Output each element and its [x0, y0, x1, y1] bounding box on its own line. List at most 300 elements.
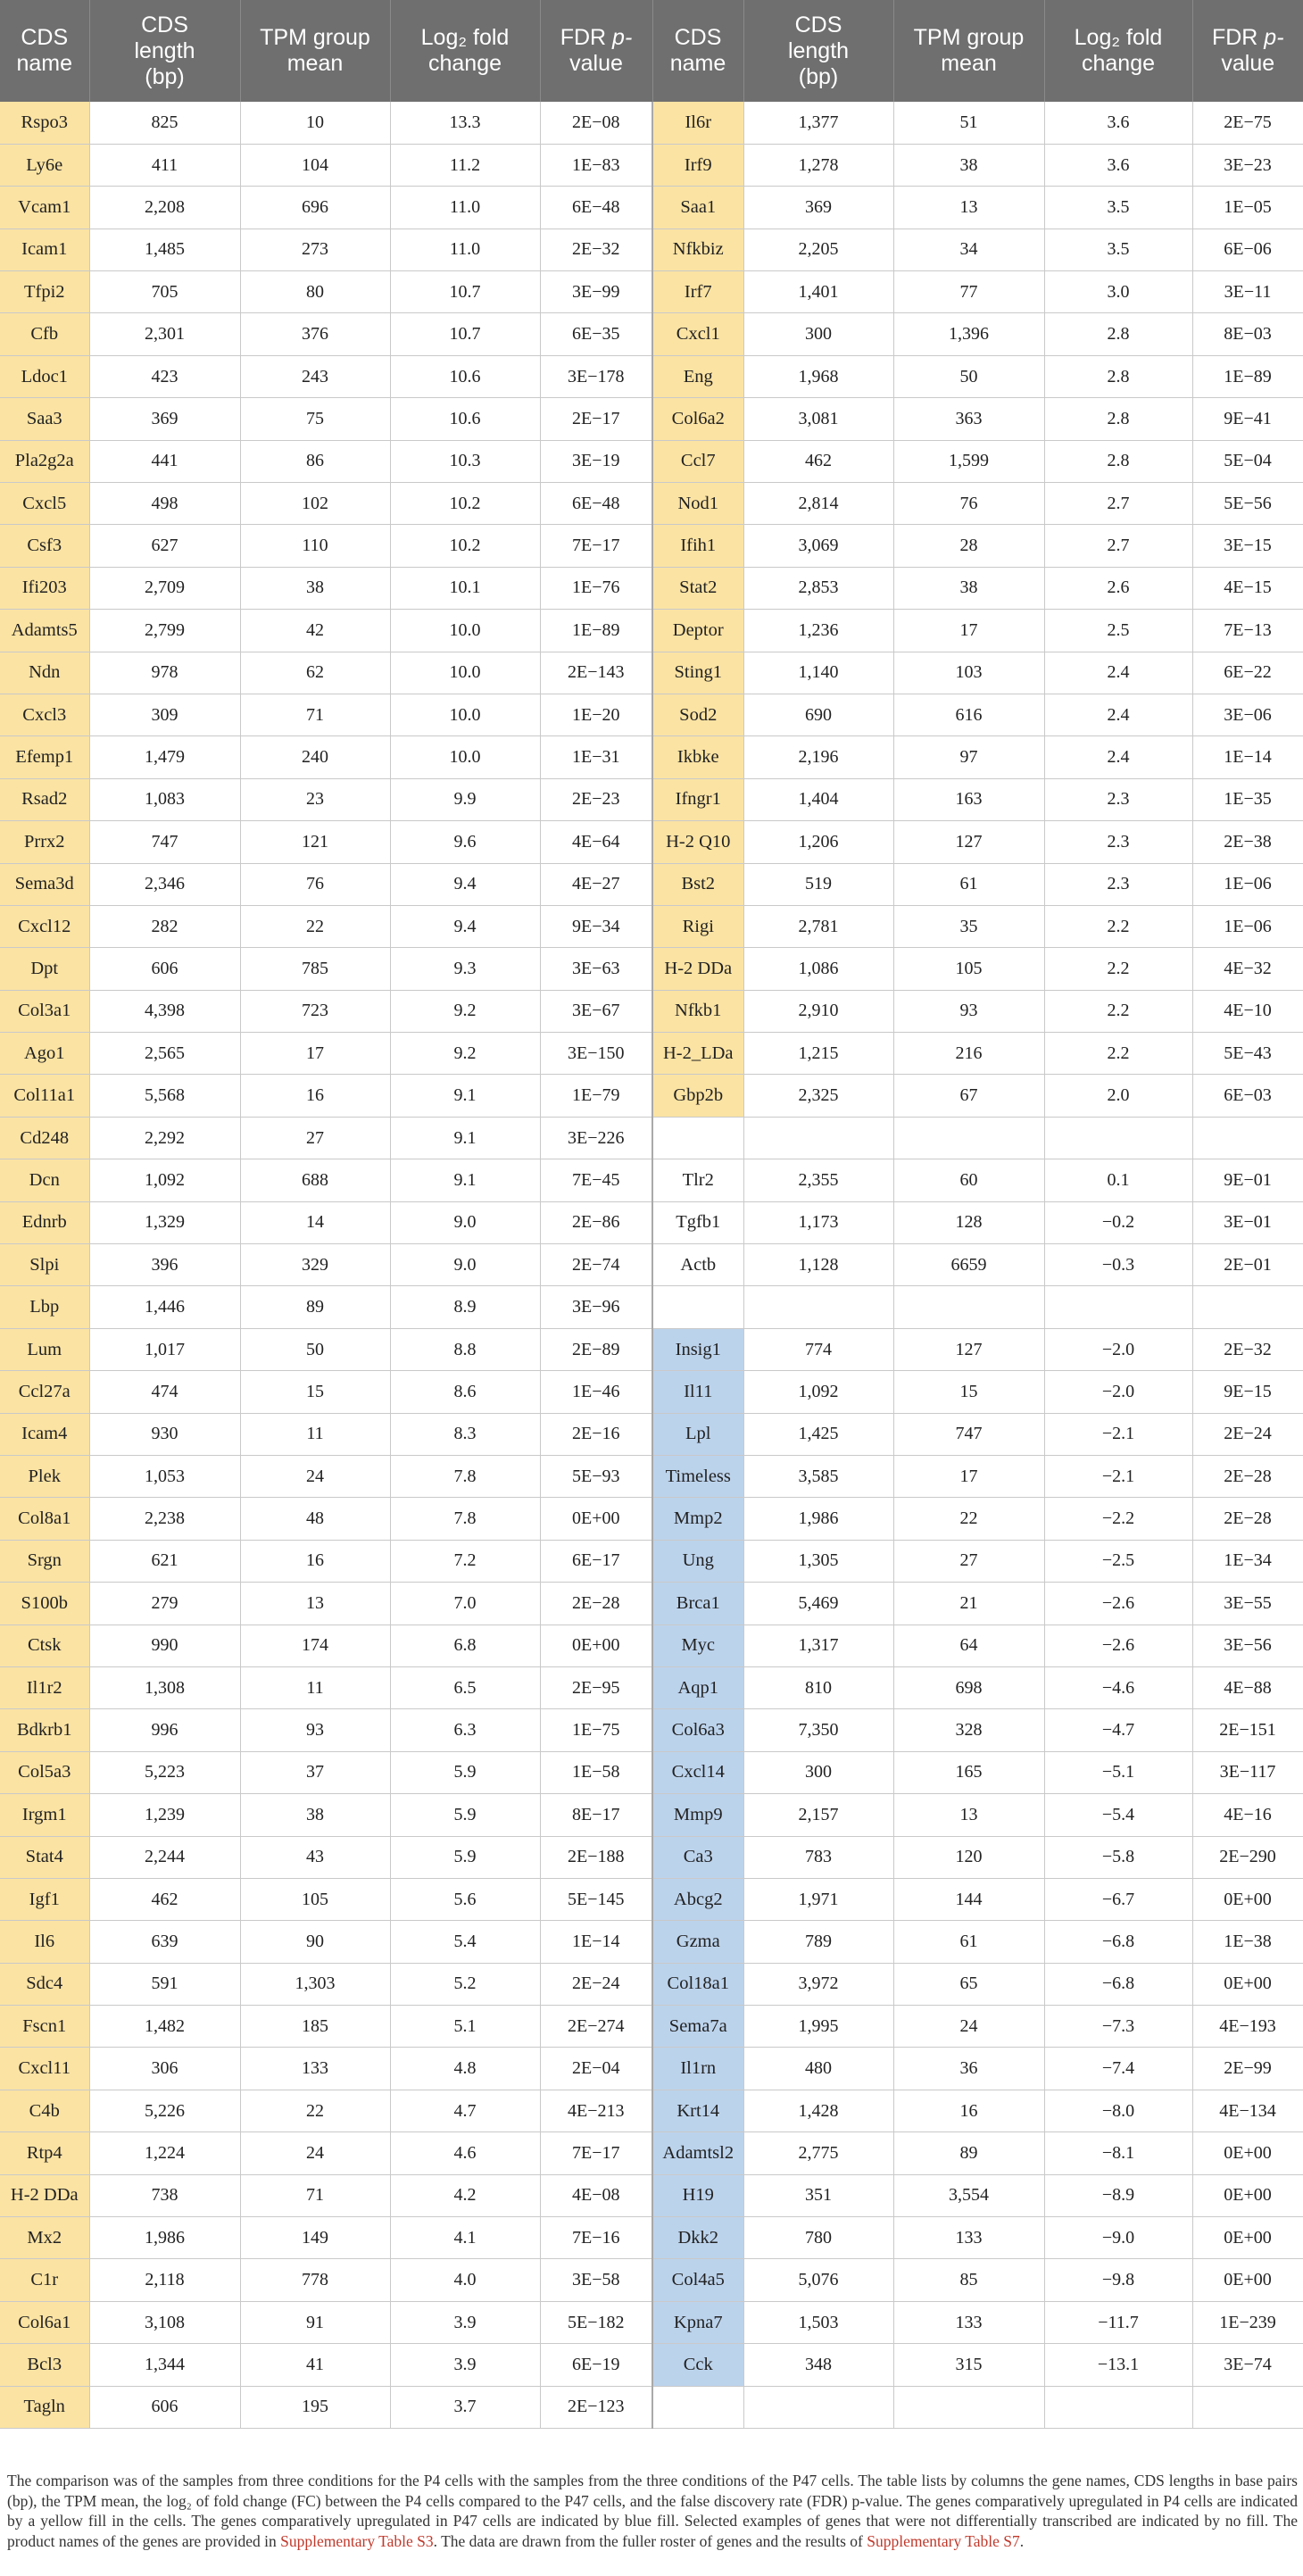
fdr-p-value-cell: 2E−290 [1192, 1836, 1303, 1878]
log2-fold-change-cell: 4.8 [390, 2048, 540, 2090]
tpm-mean-cell: 105 [893, 948, 1044, 990]
gene-name-cell: Ago1 [0, 1033, 89, 1075]
fdr-p-value-cell: 4E−64 [540, 821, 652, 863]
cds-length-cell: 1,128 [743, 1244, 893, 1286]
log2-fold-change-cell: −2.1 [1044, 1456, 1192, 1498]
fdr-p-value-cell: 4E−134 [1192, 2090, 1303, 2131]
log2-fold-change-cell: 10.6 [390, 355, 540, 397]
cds-length-cell: 2,157 [743, 1794, 893, 1836]
fdr-p-value-cell: 1E−14 [540, 1921, 652, 1963]
fdr-p-value-cell: 2E−75 [1192, 102, 1303, 144]
cds-length-cell: 1,425 [743, 1413, 893, 1455]
caption-text-middle: . The data are drawn from the fuller roster of genes and the results of [433, 2531, 867, 2550]
fdr-p-value-cell: 1E−89 [540, 610, 652, 652]
cds-length-cell: 738 [89, 2174, 240, 2216]
gene-name-cell: Col6a1 [0, 2301, 89, 2343]
gene-name-cell: Il6 [0, 1921, 89, 1963]
cds-length-cell: 930 [89, 1413, 240, 1455]
fdr-p-value-cell: 2E−143 [540, 652, 652, 694]
header-line: CDS [794, 12, 842, 37]
gene-name-cell: Mmp2 [652, 1498, 743, 1540]
log2-fold-change-cell: 5.6 [390, 1878, 540, 1920]
log2-fold-change-cell: 8.9 [390, 1286, 540, 1328]
fdr-p-value-cell: 1E−20 [540, 694, 652, 735]
gene-name-cell: Sema3d [0, 863, 89, 905]
fdr-p-value-cell: 6E−48 [540, 483, 652, 525]
fdr-p-value-cell: 4E−213 [540, 2090, 652, 2131]
log2-fold-change-cell: 9.1 [390, 1117, 540, 1159]
tpm-mean-cell: 16 [893, 2090, 1044, 2131]
fdr-p-value-cell: 5E−04 [1192, 440, 1303, 482]
gene-name-cell: Bdkrb1 [0, 1709, 89, 1751]
cds-length-cell: 2,346 [89, 863, 240, 905]
log2-fold-change-cell: 4.6 [390, 2132, 540, 2174]
cds-length-cell: 783 [743, 1836, 893, 1878]
fdr-p-value-cell: 4E−10 [1192, 990, 1303, 1032]
fdr-p-value-cell: 3E−63 [540, 948, 652, 990]
log2-fold-change-cell: −6.7 [1044, 1878, 1192, 1920]
fdr-p-value-cell: 2E−123 [540, 2386, 652, 2428]
tpm-mean-cell: 38 [240, 567, 390, 609]
tpm-mean-cell: 315 [893, 2344, 1044, 2386]
tpm-mean-cell: 376 [240, 313, 390, 355]
gene-name-cell: Slpi [0, 1244, 89, 1286]
cds-length-cell: 1,206 [743, 821, 893, 863]
log2-fold-change-cell: 2.7 [1044, 525, 1192, 567]
fdr-p-value-cell: 4E−32 [1192, 948, 1303, 990]
gene-name-cell: Mx2 [0, 2217, 89, 2259]
fdr-p-value-cell: 1E−58 [540, 1751, 652, 1793]
table-row [0, 778, 1303, 820]
table-row [0, 610, 1303, 652]
cds-length-cell: 1,986 [743, 1498, 893, 1540]
fdr-p-value-cell: 9E−15 [1192, 1371, 1303, 1413]
cds-length-cell: 2,709 [89, 567, 240, 609]
fdr-p-value-cell: 1E−06 [1192, 905, 1303, 947]
gene-name-cell: Gbp2b [652, 1075, 743, 1117]
tpm-mean-cell: 185 [240, 2006, 390, 2048]
tpm-mean-cell: 77 [893, 271, 1044, 313]
log2-fold-change-cell: 3.5 [1044, 187, 1192, 229]
log2-fold-change-cell: −6.8 [1044, 1921, 1192, 1963]
gene-name-cell: Irgm1 [0, 1794, 89, 1836]
gene-name-cell [652, 2386, 743, 2428]
tpm-mean-cell: 778 [240, 2259, 390, 2301]
tpm-mean-cell: 91 [240, 2301, 390, 2343]
fdr-p-value-cell: 2E−28 [1192, 1498, 1303, 1540]
log2-fold-change-cell: 8.8 [390, 1328, 540, 1370]
cds-length-cell: 1,308 [89, 1666, 240, 1708]
fdr-p-value-cell: 5E−93 [540, 1456, 652, 1498]
gene-name-cell: Ndn [0, 652, 89, 694]
gene-name-cell: Gzma [652, 1921, 743, 1963]
fdr-p-value-cell: 2E−32 [1192, 1328, 1303, 1370]
tpm-mean-cell: 163 [893, 778, 1044, 820]
fdr-p-value-cell: 2E−28 [1192, 1456, 1303, 1498]
fdr-p-value-cell: 4E−16 [1192, 1794, 1303, 1836]
tpm-mean-cell: 50 [893, 355, 1044, 397]
gene-name-cell: Rtp4 [0, 2132, 89, 2174]
cds-length-cell: 369 [743, 187, 893, 229]
cds-length-cell: 2,301 [89, 313, 240, 355]
gene-name-cell: Nfkb1 [652, 990, 743, 1032]
table-row [0, 144, 1303, 186]
tpm-mean-cell: 240 [240, 736, 390, 778]
gene-name-cell: Bst2 [652, 863, 743, 905]
cds-length-cell: 621 [89, 1540, 240, 1582]
table-row [0, 905, 1303, 947]
fdr-p-value-cell: 5E−43 [1192, 1033, 1303, 1075]
fdr-p-value-cell: 3E−99 [540, 271, 652, 313]
gene-name-cell: Srgn [0, 1540, 89, 1582]
gene-name-cell: Rigi [652, 905, 743, 947]
gene-name-cell: Pla2g2a [0, 440, 89, 482]
cds-length-cell: 300 [743, 1751, 893, 1793]
gene-name-cell: Myc [652, 1625, 743, 1666]
fdr-p-value-cell: 6E−03 [1192, 1075, 1303, 1117]
table-row [0, 313, 1303, 355]
tpm-mean-cell: 24 [240, 2132, 390, 2174]
cds-length-cell [743, 1117, 893, 1159]
tpm-mean-cell: 62 [240, 652, 390, 694]
log2-fold-change-cell: 10.0 [390, 736, 540, 778]
gene-name-cell: Lpl [652, 1413, 743, 1455]
gene-name-cell: Ung [652, 1540, 743, 1582]
cds-length-cell: 2,565 [89, 1033, 240, 1075]
cds-length-cell: 369 [89, 398, 240, 440]
fdr-p-value-cell: 2E−01 [1192, 1244, 1303, 1286]
fdr-p-value-cell: 2E−04 [540, 2048, 652, 2090]
table-row [0, 1201, 1303, 1243]
tpm-mean-cell: 42 [240, 610, 390, 652]
tpm-mean-cell: 696 [240, 187, 390, 229]
gene-name-cell: Cfb [0, 313, 89, 355]
log2-fold-change-cell: 2.7 [1044, 483, 1192, 525]
log2-fold-change-cell: 2.4 [1044, 652, 1192, 694]
header-line: change [1081, 51, 1156, 76]
tpm-mean-cell: 121 [240, 821, 390, 863]
header-fdr-p-value-right [1192, 0, 1303, 102]
fdr-p-value-cell: 1E−31 [540, 736, 652, 778]
cds-length-cell: 5,226 [89, 2090, 240, 2131]
log2-fold-change-cell: 0.1 [1044, 1159, 1192, 1201]
table-row [0, 187, 1303, 229]
log2-fold-change-cell: 9.4 [390, 905, 540, 947]
tpm-mean-cell [893, 2386, 1044, 2428]
tpm-mean-cell: 28 [893, 525, 1044, 567]
table-row [0, 355, 1303, 397]
log2-fold-change-cell: 5.9 [390, 1794, 540, 1836]
log2-fold-change-cell: 7.8 [390, 1456, 540, 1498]
gene-name-cell: Timeless [652, 1456, 743, 1498]
gene-name-cell: Plek [0, 1456, 89, 1498]
tpm-mean-cell: 41 [240, 2344, 390, 2386]
tpm-mean-cell: 38 [893, 567, 1044, 609]
fdr-p-value-cell: 4E−88 [1192, 1666, 1303, 1708]
fdr-p-value-cell: 1E−35 [1192, 778, 1303, 820]
fdr-p-value-cell: 1E−83 [540, 144, 652, 186]
table-row [0, 2174, 1303, 2216]
cds-length-cell: 1,092 [89, 1159, 240, 1201]
header-cds-length-left [89, 0, 240, 102]
cds-length-cell: 2,325 [743, 1075, 893, 1117]
cds-length-cell: 1,428 [743, 2090, 893, 2131]
gene-name-cell: Ifi203 [0, 567, 89, 609]
tpm-mean-cell: 698 [893, 1666, 1044, 1708]
log2-fold-change-cell: −8.1 [1044, 2132, 1192, 2174]
table-row [0, 1751, 1303, 1793]
header-line: CDS [141, 12, 188, 37]
cds-length-cell: 1,482 [89, 2006, 240, 2048]
tpm-mean-cell: 61 [893, 1921, 1044, 1963]
fdr-p-value-cell: 2E−74 [540, 1244, 652, 1286]
log2-fold-change-cell: −5.8 [1044, 1836, 1192, 1878]
cds-length-cell: 306 [89, 2048, 240, 2090]
cds-length-cell: 519 [743, 863, 893, 905]
header-line: (bp) [798, 63, 839, 89]
log2-fold-change-cell: 2.2 [1044, 990, 1192, 1032]
cds-length-cell: 2,196 [743, 736, 893, 778]
fdr-p-value-cell: 3E−67 [540, 990, 652, 1032]
log2-fold-change-cell: 2.0 [1044, 1075, 1192, 1117]
log2-fold-change-cell: 9.3 [390, 948, 540, 990]
gene-name-cell: Lum [0, 1328, 89, 1370]
fdr-p-value-cell: 1E−34 [1192, 1540, 1303, 1582]
gene-name-cell: Tagln [0, 2386, 89, 2428]
fdr-p-value-cell: 9E−41 [1192, 398, 1303, 440]
log2-fold-change-cell: 4.1 [390, 2217, 540, 2259]
gene-name-cell: C1r [0, 2259, 89, 2301]
fdr-p-value-cell: 1E−239 [1192, 2301, 1303, 2343]
cds-length-cell: 441 [89, 440, 240, 482]
gene-name-cell: Csf3 [0, 525, 89, 567]
cds-length-cell: 348 [743, 2344, 893, 2386]
cds-length-cell: 1,971 [743, 1878, 893, 1920]
cds-length-cell: 1,092 [743, 1371, 893, 1413]
tpm-mean-cell: 127 [893, 821, 1044, 863]
log2-fold-change-cell: 3.7 [390, 2386, 540, 2428]
log2-fold-change-cell: 9.1 [390, 1075, 540, 1117]
gene-name-cell: Cxcl3 [0, 694, 89, 735]
gene-name-cell: Cxcl12 [0, 905, 89, 947]
fdr-p-value-cell: 4E−15 [1192, 567, 1303, 609]
fdr-p-value-cell: 1E−75 [540, 1709, 652, 1751]
table-row [0, 1921, 1303, 1963]
gene-name-cell: Cxcl1 [652, 313, 743, 355]
gene-name-cell: Vcam1 [0, 187, 89, 229]
log2-fold-change-cell: 9.6 [390, 821, 540, 863]
table-row [0, 525, 1303, 567]
fdr-p-value-cell [1192, 2386, 1303, 2428]
tpm-mean-cell [893, 1286, 1044, 1328]
log2-fold-change-cell: 2.4 [1044, 736, 1192, 778]
cds-length-cell: 1,053 [89, 1456, 240, 1498]
tpm-mean-cell: 34 [893, 229, 1044, 270]
header-line: TPM group [913, 25, 1025, 50]
table-caption [7, 2471, 1298, 2551]
log2-fold-change-cell: 3.9 [390, 2344, 540, 2386]
fdr-p-value-cell: 2E−188 [540, 1836, 652, 1878]
cds-length-cell: 7,350 [743, 1709, 893, 1751]
cds-length-cell: 2,208 [89, 187, 240, 229]
fdr-p-value-cell: 2E−08 [540, 102, 652, 144]
table-row [0, 736, 1303, 778]
gene-name-cell: Ccl7 [652, 440, 743, 482]
table-row [0, 2132, 1303, 2174]
cds-length-cell: 1,236 [743, 610, 893, 652]
table-row [0, 1328, 1303, 1370]
fdr-p-value-cell: 3E−11 [1192, 271, 1303, 313]
gene-name-cell: Actb [652, 1244, 743, 1286]
fdr-p-value-cell: 2E−99 [1192, 2048, 1303, 2090]
table-row [0, 990, 1303, 1032]
table-header-row [0, 0, 1303, 102]
fdr-p-value-cell: 3E−19 [540, 440, 652, 482]
log2-fold-change-cell: −11.7 [1044, 2301, 1192, 2343]
fdr-p-value-cell: 0E+00 [1192, 2259, 1303, 2301]
header-line: p- [1264, 25, 1284, 50]
table-row [0, 1159, 1303, 1201]
log2-fold-change-cell: 9.0 [390, 1201, 540, 1243]
gene-name-cell: Adamtsl2 [652, 2132, 743, 2174]
fdr-p-value-cell: 6E−22 [1192, 652, 1303, 694]
log2-fold-change-cell: 2.3 [1044, 821, 1192, 863]
cds-length-cell: 351 [743, 2174, 893, 2216]
table-row [0, 1836, 1303, 1878]
cds-length-cell: 1,317 [743, 1625, 893, 1666]
cds-length-cell: 2,238 [89, 1498, 240, 1540]
header-line: FDR [560, 25, 613, 50]
log2-fold-change-cell: 10.2 [390, 525, 540, 567]
header-line: name [669, 51, 726, 76]
fdr-p-value-cell: 5E−56 [1192, 483, 1303, 525]
log2-fold-change-cell: 10.7 [390, 313, 540, 355]
log2-fold-change-cell: 2.6 [1044, 567, 1192, 609]
tpm-mean-cell: 65 [893, 1963, 1044, 2005]
cds-length-cell: 462 [743, 440, 893, 482]
cds-length-cell: 2,799 [89, 610, 240, 652]
cds-length-cell: 1,140 [743, 652, 893, 694]
log2-fold-change-cell: −0.2 [1044, 1201, 1192, 1243]
tpm-mean-cell: 110 [240, 525, 390, 567]
gene-name-cell: H-2 Q10 [652, 821, 743, 863]
gene-name-cell: Ccl27a [0, 1371, 89, 1413]
cds-length-cell: 1,503 [743, 2301, 893, 2343]
fdr-p-value-cell: 7E−13 [1192, 610, 1303, 652]
fdr-p-value-cell: 3E−117 [1192, 1751, 1303, 1793]
log2-fold-change-cell: 4.7 [390, 2090, 540, 2131]
gene-name-cell: Col4a5 [652, 2259, 743, 2301]
log2-fold-change-cell: 10.0 [390, 610, 540, 652]
tpm-mean-cell: 75 [240, 398, 390, 440]
gene-name-cell: Ifngr1 [652, 778, 743, 820]
tpm-mean-cell: 1,599 [893, 440, 1044, 482]
cds-length-cell: 1,377 [743, 102, 893, 144]
fdr-p-value-cell: 3E−96 [540, 1286, 652, 1328]
supplementary-table-s3-link[interactable]: Supplementary Table S3 [280, 2531, 434, 2550]
tpm-mean-cell: 16 [240, 1075, 390, 1117]
header-line: CDS [674, 25, 722, 50]
gene-name-cell: Cxcl14 [652, 1751, 743, 1793]
log2-fold-change-cell: −2.2 [1044, 1498, 1192, 1540]
log2-fold-change-cell: 5.4 [390, 1921, 540, 1963]
supplementary-table-s7-link[interactable]: Supplementary Table S7 [867, 2531, 1020, 2550]
table-row [0, 440, 1303, 482]
cds-length-cell: 5,076 [743, 2259, 893, 2301]
fdr-p-value-cell: 3E−01 [1192, 1201, 1303, 1243]
fdr-p-value-cell [1192, 1286, 1303, 1328]
log2-fold-change-cell: −2.1 [1044, 1413, 1192, 1455]
log2-fold-change-cell [1044, 1286, 1192, 1328]
log2-fold-change-cell: 6.3 [390, 1709, 540, 1751]
caption-text-end: . [1019, 2531, 1025, 2550]
tpm-mean-cell: 36 [893, 2048, 1044, 2090]
tpm-mean-cell: 27 [240, 1117, 390, 1159]
cds-length-cell: 1,224 [89, 2132, 240, 2174]
tpm-mean-cell: 38 [893, 144, 1044, 186]
tpm-mean-cell: 76 [240, 863, 390, 905]
gene-name-cell: Sdc4 [0, 1963, 89, 2005]
log2-fold-change-cell: 10.1 [390, 567, 540, 609]
cds-length-cell: 1,344 [89, 2344, 240, 2386]
header-line: p- [612, 25, 633, 50]
table-row [0, 694, 1303, 735]
tpm-mean-cell: 93 [893, 990, 1044, 1032]
log2-fold-change-cell: −13.1 [1044, 2344, 1192, 2386]
table-row [0, 1075, 1303, 1117]
table-row [0, 229, 1303, 270]
cds-length-cell: 1,305 [743, 1540, 893, 1582]
gene-name-cell: Il11 [652, 1371, 743, 1413]
gene-name-cell: C4b [0, 2090, 89, 2131]
log2-fold-change-cell: −8.0 [1044, 2090, 1192, 2131]
gene-name-cell: Eng [652, 355, 743, 397]
tpm-mean-cell: 93 [240, 1709, 390, 1751]
cds-length-cell: 1,479 [89, 736, 240, 778]
gene-name-cell: Icam1 [0, 229, 89, 270]
cds-length-cell: 498 [89, 483, 240, 525]
log2-fold-change-cell: 6.8 [390, 1625, 540, 1666]
fdr-p-value-cell: 7E−17 [540, 525, 652, 567]
table-row [0, 1286, 1303, 1328]
table-row [0, 1878, 1303, 1920]
header-tpm-mean-left [240, 0, 390, 102]
header-cds-name-right [652, 0, 743, 102]
log2-fold-change-cell: 3.6 [1044, 102, 1192, 144]
tpm-mean-cell: 723 [240, 990, 390, 1032]
cds-length-cell: 3,108 [89, 2301, 240, 2343]
cds-length-cell: 1,446 [89, 1286, 240, 1328]
cds-length-cell: 1,995 [743, 2006, 893, 2048]
gene-name-cell: H19 [652, 2174, 743, 2216]
cds-length-cell: 396 [89, 1244, 240, 1286]
header-tpm-mean-right [893, 0, 1044, 102]
fdr-p-value-cell: 3E−56 [1192, 1625, 1303, 1666]
table-row [0, 1456, 1303, 1498]
table-row [0, 2090, 1303, 2131]
log2-fold-change-cell: 2.8 [1044, 398, 1192, 440]
log2-fold-change-cell: −7.4 [1044, 2048, 1192, 2090]
tpm-mean-cell: 23 [240, 778, 390, 820]
tpm-mean-cell: 174 [240, 1625, 390, 1666]
log2-fold-change-cell: −2.0 [1044, 1328, 1192, 1370]
cds-length-cell: 1,239 [89, 1794, 240, 1836]
tpm-mean-cell: 85 [893, 2259, 1044, 2301]
tpm-mean-cell: 273 [240, 229, 390, 270]
header-line: value [1221, 51, 1275, 76]
tpm-mean-cell: 15 [240, 1371, 390, 1413]
tpm-mean-cell: 120 [893, 1836, 1044, 1878]
